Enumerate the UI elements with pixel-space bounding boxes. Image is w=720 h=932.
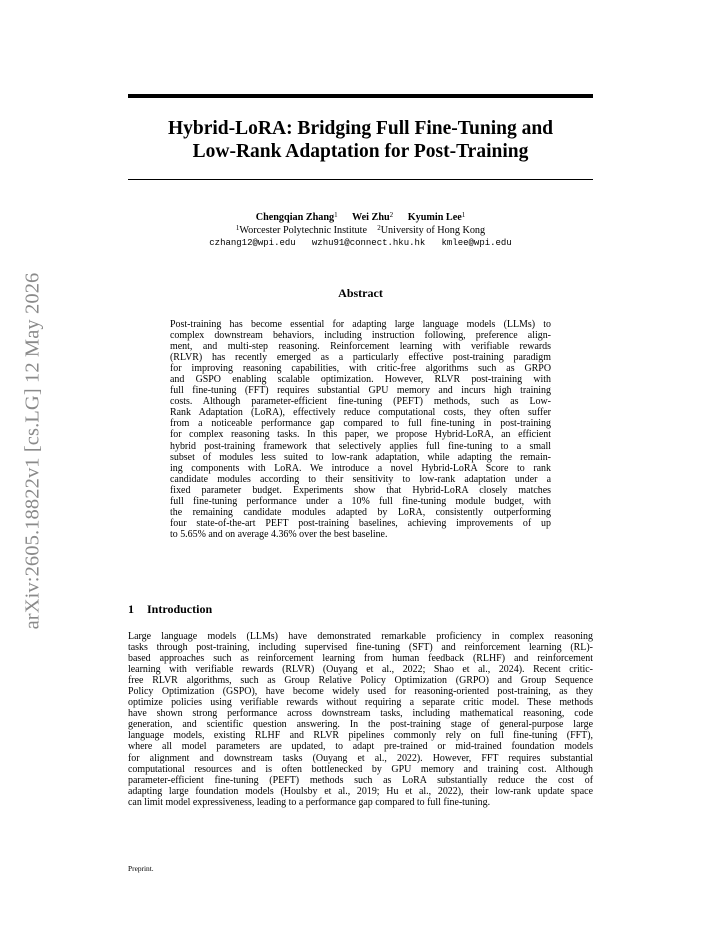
abstract-line: costs. Although parameter-efficient fine-tuning (PEFT) methods, such as Low-: [170, 396, 551, 408]
author-name: Chengqian Zhang: [255, 212, 335, 223]
author-affiliation-mark: 2: [389, 211, 394, 219]
abstract-line: candidate modules according to their sensitivity to low-rank adaptation under a: [170, 473, 551, 485]
author-names: [128, 211, 593, 224]
abstract-line: to 5.65% and on average 4.36% over the best baseline.: [170, 528, 388, 540]
introduction-line: Policy Optimization (GSPO), have become widely used for reasoning-oriented post-training, as they: [128, 686, 593, 698]
introduction-line: adapting large foundation models (Houlsby et al., 2019; Hu et al., 2022), their low-rank update space: [128, 785, 593, 797]
arxiv-stamp: [8, 256, 58, 646]
author-name: Wei Zhu: [352, 212, 390, 223]
introduction-line: where all model parameters are updated, to adapt pre-trained or mid-trained foundation models: [128, 741, 593, 753]
abstract-line: the remaining candidate modules adapted by LoRA, consistently outperforming: [170, 506, 551, 518]
introduction-line: learning with verifiable rewards (RLVR) (Ouyang et al., 2022; Shao et al., 2024). Recent critic-: [128, 664, 593, 676]
abstract-line: Post-training has become essential for adapting large language models (LLMs) to: [170, 319, 551, 330]
introduction-line: parameter-efficient fine-tuning (PEFT) methods such as LoRA substantially reduce the cost of: [128, 774, 593, 786]
title-line: Hybrid-LoRA: Bridging Full Fine-Tuning and: [167, 118, 554, 139]
abstract-line: four state-of-the-art PEFT post-training baselines, achieving improvements of up: [170, 517, 551, 529]
affiliation-name: University of Hong Kong: [380, 225, 486, 236]
abstract-line: for complex reasoning tasks. In this paper, we propose Hybrid-LoRA, an efficient: [170, 429, 551, 441]
affiliation-mark: 2: [377, 224, 381, 232]
affiliation-mark: 1: [235, 224, 240, 232]
introduction-line: can limit model expressiveness, leading to a performance gap compared to full fine-tuning.: [128, 796, 491, 808]
title-top-rule: [128, 94, 593, 98]
section-number: 1: [128, 602, 134, 616]
affiliation-name: Worcester Polytechnic Institute: [239, 225, 367, 236]
introduction-line: tasks through post-training, including supervised fine-tuning (SFT) and reinforcement learning (RL)-: [128, 642, 593, 654]
email-link[interactable]: wzhu91@connect.hku.hk: [311, 238, 426, 248]
introduction-line: free RLVR algorithms, such as Group Relative Policy Optimization (GRPO) and Group Sequence: [128, 675, 593, 687]
author-affiliation-mark: 1: [461, 211, 466, 219]
abstract-line: ment, and multi-step reasoning. Reinforcement learning with verifiable rewards: [170, 341, 551, 353]
abstract-line: for improving reasoning capabilities, with critic-free algorithms such as GRPO: [170, 363, 551, 375]
abstract-heading: Abstract: [338, 286, 383, 300]
abstract-line: complex downstream behaviors, including instruction following, preference align-: [170, 330, 551, 342]
affiliations: [128, 224, 593, 237]
abstract-line: from a noticeable performance gap compared to full fine-tuning in post-training: [170, 418, 551, 430]
arxiv-identifier: arXiv:2605.18822v1 [cs.LG] 12 May 2026: [21, 272, 44, 630]
preprint-note: Preprint.: [128, 864, 154, 873]
title-bottom-rule: [128, 179, 593, 180]
introduction-line: Large language models (LLMs) have demonstrated remarkable proficiency in complex reasoning: [128, 631, 593, 642]
author-name: Kyumin Lee: [407, 212, 462, 223]
author-block: [128, 211, 593, 250]
abstract-body: [170, 319, 551, 540]
abstract-line: and GSPO enabling scalable optimization. However, RLVR post-training with: [170, 374, 551, 386]
introduction-line: generation, and scientific question answering. In the post-training stage of general-purpose large: [128, 719, 593, 731]
abstract-line: hybrid post-training framework that selectively applies full fine-tuning to a small: [170, 440, 551, 452]
introduction-line: computational resources and is often bottlenecked by GPU memory and training cost. Although: [128, 763, 593, 775]
email-link[interactable]: kmlee@wpi.edu: [441, 238, 512, 248]
title-line: Low-Rank Adaptation for Post-Training: [192, 141, 529, 162]
paper-title: [128, 117, 593, 163]
introduction-line: based approaches such as reinforcement learning from human feedback (RLHF) and reinforcement: [128, 653, 593, 665]
abstract-line: ing components with LoRA. We introduce a novel Hybrid-LoRA Score to rank: [170, 462, 551, 474]
introduction-line: optimize policies using verifiable rewards without requiring a separate critic model. These methods: [128, 697, 593, 709]
introduction-line: for alignment and downstream tasks (Ouyang et al., 2022). However, FFT requires substantial: [128, 752, 593, 764]
introduction-body: [128, 631, 593, 808]
section-title: Introduction: [147, 602, 213, 616]
abstract-line: fixed parameter budget. Experiments show that Hybrid-LoRA closely matches: [170, 484, 551, 496]
introduction-line: have shown strong performance across downstream tasks, including mathematical reasoning, code: [128, 708, 593, 720]
introduction-line: language models, existing RLHF and RLVR pipelines commonly rely on full fine-tuning (FFT),: [128, 730, 593, 742]
abstract-line: Rank Adaptation (LoRA), effectively reduce computational costs, they often suffer: [170, 407, 551, 419]
abstract-line: (RLVR) has recently emerged as a particularly effective post-training paradigm: [170, 352, 551, 364]
abstract-line: subset of modules less suited to low-rank adaptation, while adapting the remain-: [170, 451, 551, 463]
abstract-line: full fine-tuning performance under a 10% full fine-tuning module budget, with: [170, 495, 551, 507]
abstract-line: full fine-tuning (FFT) requires substantial GPU memory and incurs high training: [170, 385, 551, 397]
author-emails: [128, 237, 593, 250]
email-link[interactable]: czhang12@wpi.edu: [209, 238, 296, 248]
section-heading: [128, 602, 212, 617]
author-affiliation-mark: 1: [334, 211, 338, 219]
